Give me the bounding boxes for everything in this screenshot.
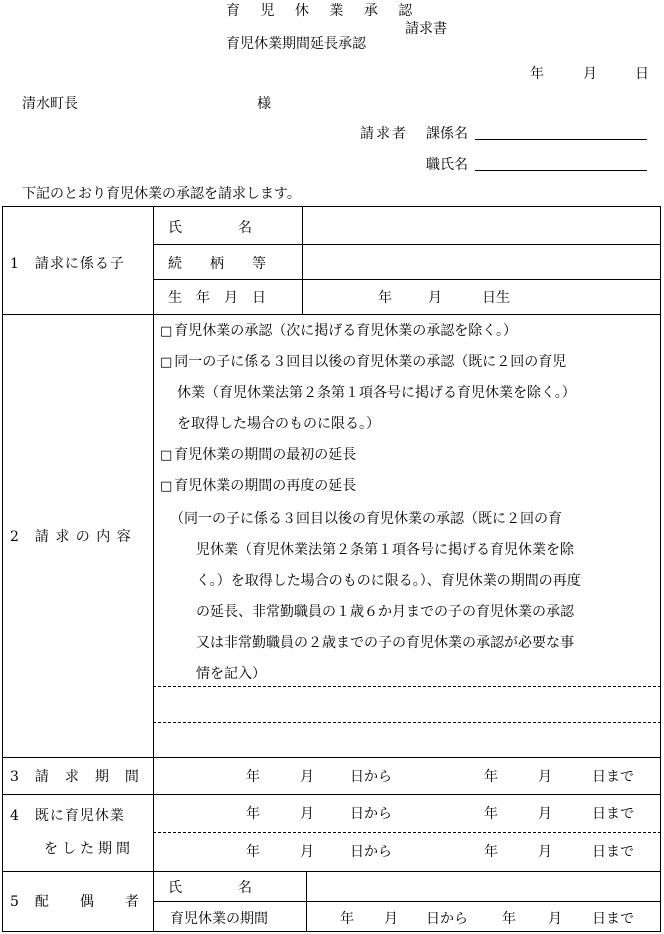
hline-1a [153,244,661,245]
hline-2-end [2,757,661,758]
row1-label: 1 請求に係る子 [10,256,125,272]
prev2-to-year: 年 [484,844,498,860]
requester-label: 請求者 [360,126,408,142]
option-2-text: 同一の子に係る３回目以後の育児休業の承認（既に２回の育児 [174,354,567,370]
reason-field-2[interactable] [156,724,659,756]
hline-1-end [2,314,661,315]
option-4-text: 育児休業の期間の再度の延長 [174,478,357,494]
prev2-to-month: 月 [538,844,552,860]
row5-label: 5 配 偶 者 [10,894,140,910]
intro-text: 下記のとおり育児休業の承認を請求します。 [22,186,301,202]
note-line-5: 又は非常勤職員の２歳までの子の育児休業の承認が必要な事 [196,635,574,651]
spouse-to-month: 月 [548,911,562,927]
hline-4-end [2,871,661,872]
date-day: 日 [635,66,649,82]
reason-field-1[interactable] [156,688,659,721]
child-relation-label: 続 柄 等 [168,256,266,272]
child-birth-label: 生 年 月 日 [168,290,266,306]
honorific: 様 [257,96,271,112]
child-name-label: 氏 名 [168,220,252,236]
spouse-from-year: 年 [340,911,354,927]
note-line-2: 児休業（育児休業法第２条第１項各号に掲げる育児休業を除 [196,542,574,558]
title-line2: 育児休業期間延長承認 [226,36,366,52]
hline-3-end [2,794,661,795]
req-to-month: 月 [538,769,552,785]
dash-4 [153,832,661,833]
row4-label-line1: 4 既に育児休業 [10,808,125,824]
prev2-from-month: 月 [300,844,314,860]
child-relation-field[interactable] [304,246,659,278]
spouse-name-field[interactable] [309,874,659,900]
note-line-3: く。）を取得した場合のものに限る。）、育児休業の期間の再度 [196,573,581,589]
note-line-6: 情を記入） [196,666,266,682]
prev2-from-year: 年 [246,844,260,860]
checkbox-icon[interactable]: □ [160,324,173,339]
vline-row2 [153,314,154,757]
option-2[interactable] [160,351,566,371]
req-from-year: 年 [246,769,260,785]
spouse-from-day: 日から [426,911,468,927]
option-1[interactable] [160,320,517,340]
req-to-year: 年 [484,769,498,785]
option-3[interactable] [160,444,356,464]
prev2-to-day: 日まで [592,844,634,860]
dash-2b [153,722,661,723]
name-underline [475,170,647,171]
note-line-1: （同一の子に係る３回目以後の育児休業の承認（既に２回の育 [170,511,562,527]
prev1-from-year: 年 [246,806,260,822]
row4-label-line2: をした期間 [44,841,134,857]
vline-row3-4 [153,757,154,871]
spouse-to-year: 年 [502,911,516,927]
dept-label: 課係名 [426,126,468,142]
prev1-to-month: 月 [538,806,552,822]
option-2-cont1: 休業（育児休業法第２条第１項各号に掲げる育児休業を除く。） [177,385,576,401]
row3-label: 3 請 求 期 間 [10,769,140,785]
dept-underline [475,139,647,140]
spouse-period-label: 育児休業の期間 [170,911,268,927]
child-name-field[interactable] [304,217,659,243]
option-2-cont2: を取得した場合のものに限る。） [177,416,380,432]
option-3-text: 育児休業の期間の最初の延長 [174,447,357,463]
name-label: 職氏名 [426,157,468,173]
title-line1: 育 児 休 業 承 認 [226,3,421,19]
title-suffix: 請求書 [405,21,447,37]
req-from-day: 日から [350,769,392,785]
note-line-4: の延長、非常勤職員の１歳６か月までの子の育児休業の承認 [196,604,574,620]
prev1-from-month: 月 [300,806,314,822]
addressee: 清水町長 [22,96,78,112]
birth-year: 年 [378,290,392,306]
option-4[interactable] [160,475,356,495]
checkbox-icon[interactable]: □ [160,479,173,494]
birth-month: 月 [428,290,442,306]
spouse-name-label: 氏 名 [168,880,252,896]
prev1-to-day: 日まで [592,806,634,822]
vline-row1 [153,206,154,314]
hline-5a [153,901,661,902]
req-to-day: 日まで [592,769,634,785]
req-from-month: 月 [300,769,314,785]
prev2-from-day: 日から [350,844,392,860]
checkbox-icon[interactable]: □ [160,355,173,370]
vline-row1-inner [302,206,303,314]
date-month: 月 [583,66,597,82]
row2-label: 2 請 求 の 内 容 [10,529,132,545]
spouse-to-day: 日まで [592,911,634,927]
option-1-text: 育児休業の承認（次に掲げる育児休業の承認を除く。） [174,323,518,339]
prev1-from-day: 日から [350,806,392,822]
dash-2a [153,686,661,687]
date-year: 年 [530,66,544,82]
prev1-to-year: 年 [484,806,498,822]
hline-1b [153,279,661,280]
checkbox-icon[interactable]: □ [160,448,173,463]
spouse-from-month: 月 [384,911,398,927]
birth-day: 日生 [482,290,510,306]
